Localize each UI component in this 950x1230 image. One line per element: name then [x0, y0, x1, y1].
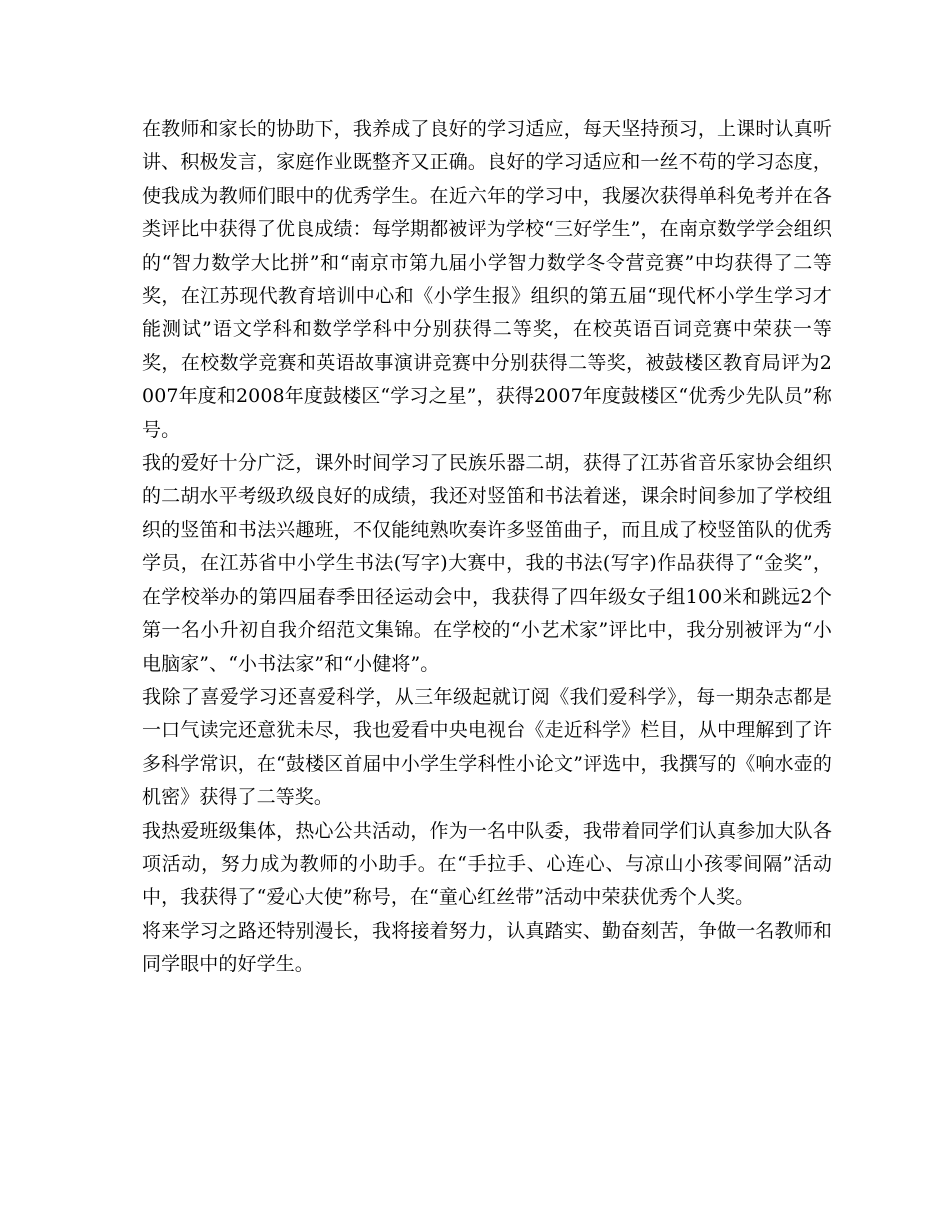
paragraph-future: 将来学习之路还特别漫长，我将接着努力，认真踏实、勤奋刻苦，争做一名教师和同学眼中的好学生。: [142, 919, 832, 976]
paragraph-hobbies: 我的爱好十分广泛，课外时间学习了民族乐器二胡，获得了江苏省音乐家协会组织的二胡水平考级玖级良好的成绩，我还对竖笛和书法着迷，课余时间参加了学校组织的竖笛和书法兴趣班，不仅能纯熟吹奏许多竖笛曲子，而且成了校竖笛队的优秀学员，在江苏省中小学生书法(写字)大赛中，我的书法(写字)作品获得了“金奖”，在学校举办的第四届春季田径运动会中，我获得了四年级女子组100米和跳远2个第一名小升初自我介绍范文集锦。在学校的“小艺术家”评比中，我分别被评为“小电脑家”、“小书法家”和“小健将”。: [142, 452, 832, 675]
document-page: [142, 113, 832, 982]
paragraph-study-habits: 在教师和家长的协助下，我养成了良好的学习适应，每天坚持预习，上课时认真听讲、积极发言，家庭作业既整齐又正确。良好的学习适应和一丝不苟的学习态度，使我成为教师们眼中的优秀学生。在近六年的学习中，我屡次获得单科免考并在各类评比中获得了优良成绩：每学期都被评为学校“三好学生”，在南京数学学会组织的“智力数学大比拼”和“南京市第九届小学智力数学冬令营竞赛”中均获得了二等奖，在江苏现代教育培训中心和《小学生报》组织的第五届“现代杯小学生学习才能测试”语文学科和数学学科中分别获得二等奖，在校英语百词竞赛中荣获一等奖，在校数学竞赛和英语故事演讲竞赛中分别获得二等奖，被鼓楼区教育局评为2007年度和2008年度鼓楼区“学习之星”，获得2007年度鼓楼区“优秀少先队员”称号。: [142, 118, 832, 441]
paragraph-science: 我除了喜爱学习还喜爱科学，从三年级起就订阅《我们爱科学》，每一期杂志都是一口气读完还意犹未尽，我也爱看中央电视台《走近科学》栏目，从中理解到了许多科学常识，在“鼓楼区首届中小学生学科性小论文”评选中，我撰写的《响水壶的机密》获得了二等奖。: [142, 685, 832, 809]
paragraph-class-activities: 我热爱班级集体，热心公共活动，作为一名中队委，我带着同学们认真参加大队各项活动，努力成为教师的小助手。在“手拉手、心连心、与凉山小孩零间隔”活动中，我获得了“爱心大使”称号，在“童心红丝带”活动中荣获优秀个人奖。: [142, 819, 832, 909]
